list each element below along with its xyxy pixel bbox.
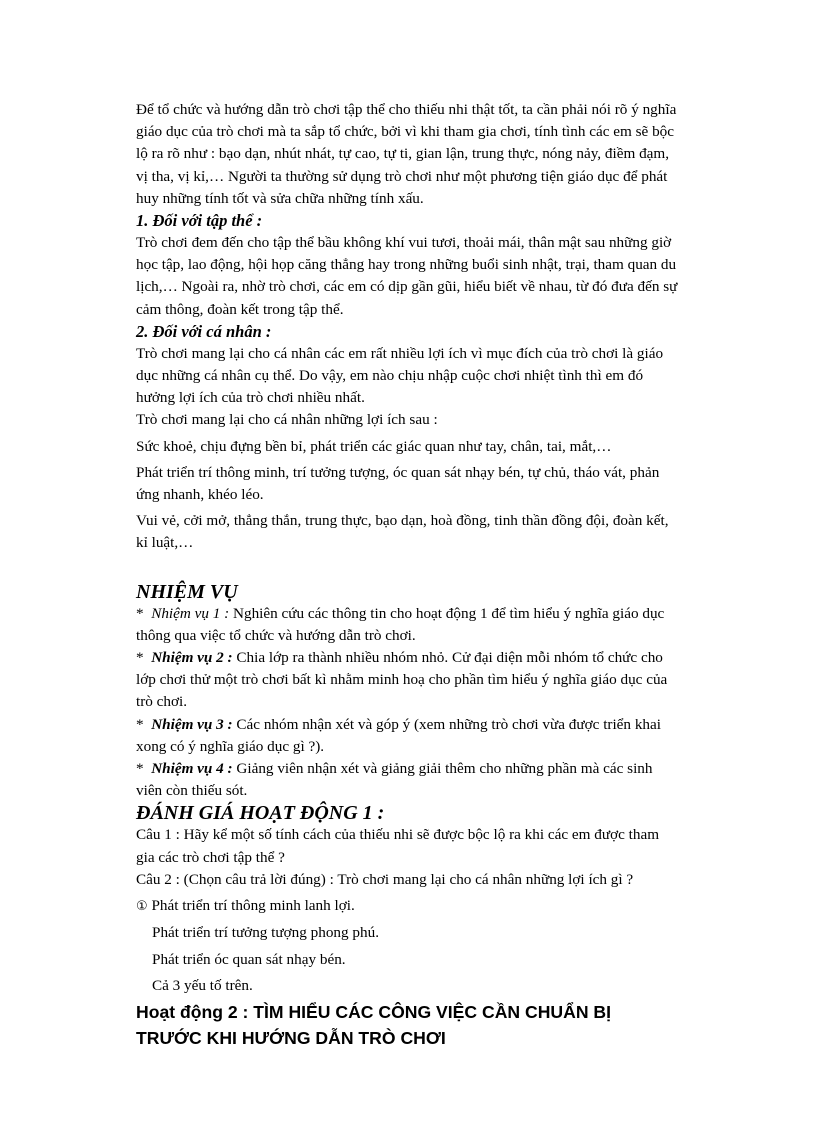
section-1-heading: 1. Đối với tập thể : [136,211,263,231]
benefit-item: Phát triển trí thông minh, trí tưởng tượng, óc quan sát nhạy bén, tự chủ, tháo vát, phản ứng nhanh, khéo léo. [136,463,660,504]
task-text: Chia lớp ra thành nhiều nhóm nhỏ. Cử đại diện mỗi nhóm tổ chức cho lớp chơi thử một trò chơi bất kì nhằm minh hoạ cho phần tìm hiểu ý nghĩa giáo dục của trò chơi. [136,649,668,711]
task-item [136,714,681,758]
task-label: Nhiệm vụ 4 : [151,760,233,778]
task-item [136,603,681,647]
intro-paragraph: Để tổ chức và hướng dẫn trò chơi tập thể cho thiếu nhi thật tốt, ta cần phải nói rõ ý nghĩa giáo dục của trò chơi mà ta sắp tổ chức, bởi vì khi tham gia chơi, tính tình các em sẽ bộc lộ ra rõ như : bạo dạn, nhút nhát, tự cao, tự ti, gian lận, trung thực, nóng nảy, điềm đạm, vị tha, vị kỉ,… Người ta thường sử dụng trò chơi như một phương tiện giáo dục để phát huy những tính tốt và sửa chữa những tính xấu. [136,101,677,207]
task-label: Nhiệm vụ 1 : [151,604,230,622]
question-2: Câu 2 : (Chọn câu trả lời đúng) : Trò chơi mang lại cho cá nhân những lợi ích gì ? [136,870,634,888]
task-item [136,758,681,802]
task-item [136,647,681,714]
answer-option: Cả 3 yếu tố trên. [152,976,253,994]
task-text: Các nhóm nhận xét và góp ý (xem những trò chơi vừa được triển khai xong có ý nghĩa giáo dục gì ?). [136,715,661,755]
task-bullet: * [136,604,144,622]
section-2-body: Trò chơi mang lại cho cá nhân các em rất nhiều lợi ích vì mục đích của trò chơi là giáo dục những cá nhân cụ thể. Do vậy, em nào chịu nhập cuộc chơi nhiệt tình thì em đó hưởng lợi ích của trò chơi nhiều nhất. [136,344,664,407]
answer-option: Phát triển trí tưởng tượng phong phú. [152,924,379,942]
section-1-body: Trò chơi đem đến cho tập thể bầu không khí vui tươi, thoải mái, thân mật sau những giờ học tập, lao động, hội họp căng thẳng hay trong những buổi sinh nhật, trại, tham quan du lịch,… Ngoài ra, nhờ trò chơi, các em có dịp gần gũi, hiểu biết về nhau, từ đó đưa đến sự cảm thông, đoàn kết trong tập thể. [136,234,678,318]
document-page [136,99,681,1051]
answer-option [136,895,681,918]
section-2-heading: 2. Đối với cá nhân : [136,321,272,341]
circled-one-icon: ① [136,899,148,915]
task-bullet: * [136,760,144,778]
tasks-heading: NHIỆM VỤ [136,580,238,603]
activity-2-heading [136,999,681,1051]
task-label: Nhiệm vụ 2 : [151,649,233,667]
question-1: Câu 1 : Hãy kể một số tính cách của thiếu nhi sẽ được bộc lộ ra khi các em được tham gia các trò chơi tập thể ? [136,826,660,866]
task-label: Nhiệm vụ 3 : [151,715,233,733]
task-text: Nghiên cứu các thông tin cho hoạt động 1 để tìm hiểu ý nghĩa giáo dục thông qua việc tổ chức và hướng dẫn trò chơi. [136,604,665,644]
answer-option-text: Phát triển trí thông minh lanh lợi. [151,897,355,915]
activity-2-heading-line-1: Hoạt động 2 : TÌM HIỂU CÁC CÔNG VIỆC CẦN CHUẨN BỊ [136,1001,612,1022]
evaluation-heading: ĐÁNH GIÁ HOẠT ĐỘNG 1 : [136,802,385,825]
task-bullet: * [136,715,144,733]
benefit-item: Sức khoẻ, chịu đựng bền bỉ, phát triển các giác quan như tay, chân, tai, mắt,… [136,437,612,455]
task-text: Giảng viên nhận xét và giảng giải thêm cho những phần mà các sinh viên còn thiếu sót. [136,760,653,800]
task-bullet: * [136,649,144,667]
benefits-intro: Trò chơi mang lại cho cá nhân những lợi ích sau : [136,411,438,429]
activity-2-heading-line-2: TRƯỚC KHI HƯỚNG DẪN TRÒ CHƠI [136,1027,446,1048]
benefit-item: Vui vẻ, cởi mở, thẳng thắn, trung thực, bạo dạn, hoà đồng, tinh thần đồng đội, đoàn kết, kỉ luật,… [136,512,669,552]
answer-option: Phát triển óc quan sát nhạy bén. [152,950,346,968]
